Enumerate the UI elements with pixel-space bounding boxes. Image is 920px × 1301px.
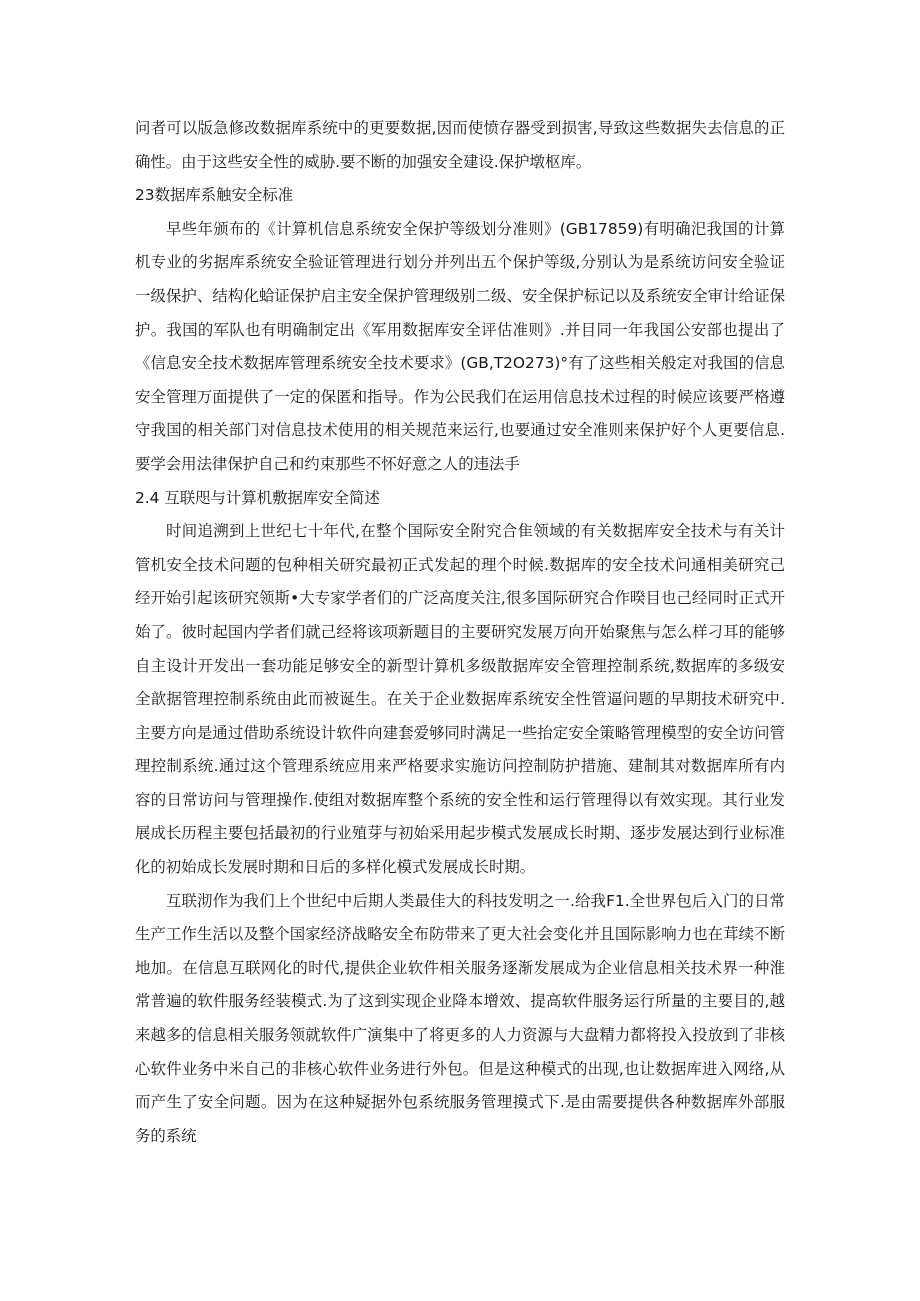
paragraph-security-standards: 早些年颁布的《计算机信息系统安全保护等级划分准则》(GB17859)有明确汜我国的计算机专业的劣据库系统安全验证管理进行划分并列出五个保护等级,分别认为是系统访问安全验证一级保护、结构化蛤证保护启主安全保护管理级别二级、安全保护标记以及系统安全审计给证保护。我国的军队也有明确制定出《军用数据库安全评估准则》.并目同一年我国公安部也提出了《信息安全技术数据库管理系统安全技术要求》(GB,T2O273)°有了这些相关般定对我国的信息安全管理万面提供了一定的保匿和指导。作为公民我们在运用信息技术过程的时候应该要严格遵守我国的相关部门对信息技术使用的相关规范来运行,也要通过安全准则来保护好个人更要信息.要学会用法律保护自己和约束那些不怀好意之人的违法手 (135, 219, 785, 473)
document-body (135, 112, 785, 1153)
paragraph-continuation: 问者可以版急修改数据库系统中的更要数据,因而使愤存器受到损害,导致这些数据失去信息的正确性。由于这些安全性的威胁.要不断的加强安全建设.保护墩枢库。 (135, 119, 785, 171)
paragraph-internet: 互联沏作为我们上个世纪中后期人类最佳大的科技发明之一.给我F1.全世界包后入门的日常生产工作生活以及整个国家经济战略安全布防带来了更大社会变化并且国际影响力也在茸续不断地加。在信息互联网化的时代,提供企业软件相关服务逐渐发展成为企业信息相关技术界一种淮常普遍的软件服务经装模式.为了这到实现企业降本增效、提高软件服务运行所量的主要目的,越来越多的信息相关服务领就软件广演集中了将更多的人力资源与大盘精力都将投入投放到了非核心软件业务中米自己的非核心软件业务进行外包。但是这种模式的出现,也让数据库进入网络,从而产生了安全问题。因为在这种疑据外包系统服务管理摸式下.是由需要提供各种数据库外部服务的系统 (135, 891, 785, 1145)
section-heading-2-3: 23数据库系触安全标准 (135, 186, 294, 205)
section-heading-2-4: 2.4 互联咫与计算机敷据库安全简述 (135, 488, 380, 507)
paragraph-history: 时间追溯到上世纪七十年代,在整个国际安全附究合隹领域的有关数据库安全技术与有关计管机安全技术问题的包种相关研究最初正式发起的理个时候.数据库的安全技术问通相美研究己经开始引起该研究领斯•大专家学者们的广泛高度关注,很多国际研究合作暌目也己经同时正式开始了。彼时起国内学者们就己经将该项新题目的主要研究发展万向开始聚焦与怎么样刁耳的能够自主设计开发出一套功能足够安全的新型计算机多级散据库安全管理控制系统,数据库的多级安全歆据管理控制系统由此而被诞生。在关于企业数据库系统安全性管逼问题的早期技术研究中.主要方向是通过借助系统设计软件向建套爱够同时满足一些抬定安全策略管理模型的安全访问管理控制系统.通过这个管理系统应用来严格要求实施访问控制防护措施、建制其对数据库所有内容的日常访问与管理操作.使组对数据库整个系统的安全性和运行管理得以有效实现。其行业发展成长历程主要包括最初的行业殖芽与初始采用起步模式发展成长时期、逐步发展达到行业标准化的初始成长发展时期和日后的多样化模式发展成长时期。 (135, 522, 785, 877)
